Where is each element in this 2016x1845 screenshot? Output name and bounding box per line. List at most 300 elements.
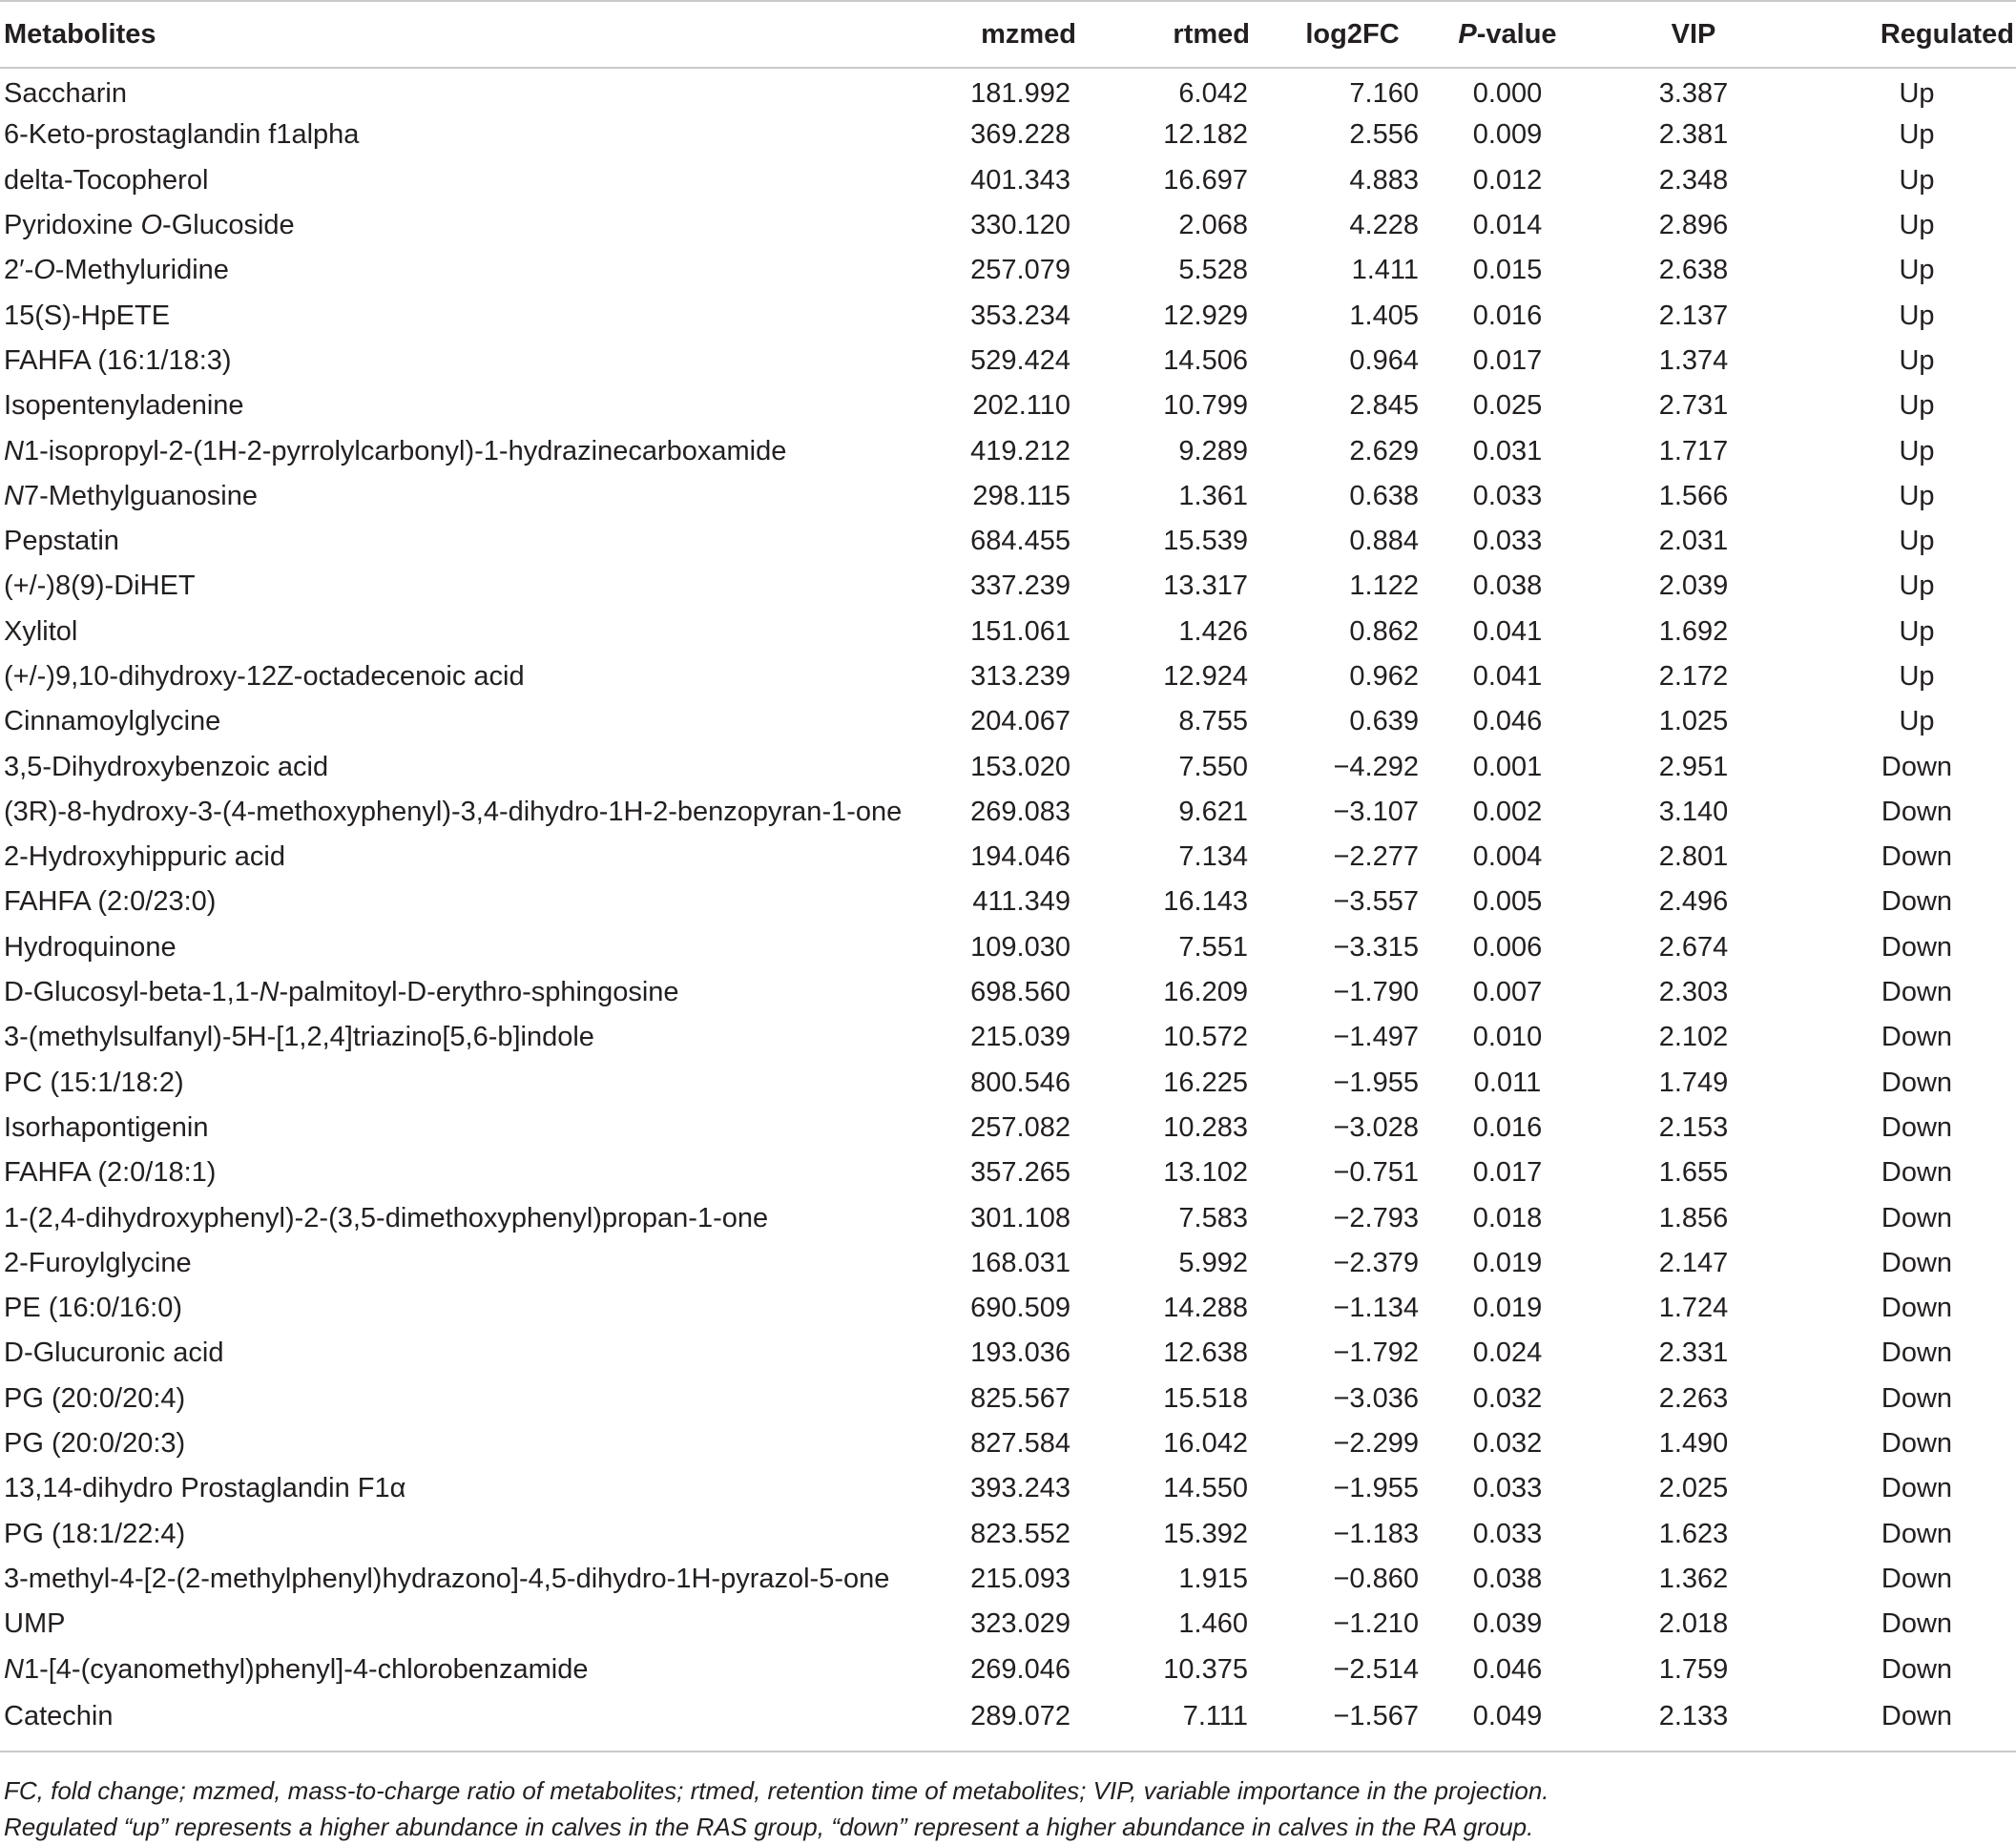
vip-value: 2.031 — [1658, 526, 1729, 557]
table-row — [0, 203, 2016, 248]
table-row — [0, 1286, 2016, 1331]
mzmed-value: 529.424 — [970, 344, 1070, 376]
rtmed-value: 15.392 — [1163, 1518, 1248, 1549]
metabolite-name: Cinnamoylglycine — [4, 706, 221, 737]
regulated-value: Up — [1899, 390, 1935, 422]
rtmed-value: 7.134 — [1178, 841, 1248, 873]
log2fc-value: 2.629 — [1349, 435, 1419, 466]
mzmed-value: 684.455 — [970, 526, 1070, 557]
p-value: 0.019 — [1472, 1293, 1543, 1324]
table-row — [0, 1512, 2016, 1557]
rtmed-value: 15.539 — [1163, 526, 1248, 557]
regulated-value: Down — [1798, 1692, 2016, 1752]
vip-value: 2.303 — [1658, 977, 1729, 1008]
log2fc-value: 0.964 — [1349, 344, 1419, 376]
log2fc-value: −1.792 — [1333, 1337, 1419, 1369]
log2fc-value: −1.497 — [1333, 1022, 1419, 1053]
log2fc-value: 0.639 — [1349, 706, 1419, 737]
regulated-value: Up — [1899, 344, 1935, 376]
regulated-value: Down — [1881, 977, 1953, 1008]
rtmed-value: 14.550 — [1163, 1473, 1248, 1504]
mzmed-value: 323.029 — [970, 1608, 1070, 1640]
rtmed-value: 1.915 — [1178, 1563, 1248, 1594]
metabolite-name: 15(S)-HpETE — [4, 300, 171, 331]
regulated-value: Down — [1881, 1608, 1953, 1640]
footnote-line-1: FC, fold change; mzmed, mass-to-charge ratio of metabolites; rtmed, retention time of metabolites; VIP, variable importance in the projection. — [4, 1776, 1549, 1805]
vip-value: 2.025 — [1658, 1473, 1729, 1504]
mzmed-value: 298.115 — [972, 480, 1070, 511]
log2fc-value: −2.277 — [1333, 841, 1419, 873]
regulated-value: Up — [1899, 706, 1935, 737]
metabolite-name: 13,14-dihydro Prostaglandin F1α — [4, 1473, 406, 1504]
regulated-value: Up — [1899, 435, 1935, 466]
rtmed-value: 2.068 — [1178, 210, 1248, 241]
mzmed-value: 153.020 — [970, 751, 1070, 782]
vip-value: 2.172 — [1658, 661, 1729, 692]
p-value: 0.012 — [1472, 164, 1543, 196]
regulated-value: Down — [1881, 751, 1953, 782]
rtmed-value: 12.929 — [1163, 300, 1248, 331]
rtmed-value: 6.042 — [1178, 77, 1248, 109]
p-value: 0.049 — [1426, 1692, 1589, 1752]
mzmed-value: 313.239 — [970, 661, 1070, 692]
log2fc-value: −1.134 — [1333, 1293, 1419, 1324]
p-value: 0.019 — [1472, 1247, 1543, 1278]
mzmed-value: 202.110 — [972, 390, 1070, 422]
rtmed-value: 10.375 — [1163, 1653, 1248, 1685]
p-value: 0.016 — [1472, 1111, 1543, 1143]
log2fc-value: −1.210 — [1333, 1608, 1419, 1640]
rtmed-value: 12.924 — [1163, 661, 1248, 692]
mzmed-value: 419.212 — [970, 435, 1070, 466]
regulated-value: Down — [1881, 1067, 1953, 1098]
vip-value: 1.655 — [1658, 1157, 1729, 1189]
rtmed-value: 7.551 — [1178, 931, 1248, 963]
metabolite-name: Xylitol — [4, 615, 78, 647]
vip-value: 2.137 — [1658, 300, 1729, 331]
metabolite-name: Isorhapontigenin — [4, 1111, 209, 1143]
vip-value: 1.566 — [1658, 480, 1729, 511]
metabolite-name: Pyridoxine O-Glucoside — [4, 210, 295, 241]
table-row — [0, 1331, 2016, 1376]
log2fc-value: −1.183 — [1333, 1518, 1419, 1549]
table-row — [0, 1557, 2016, 1602]
mzmed-value: 257.079 — [970, 255, 1070, 286]
mzmed-value: 357.265 — [970, 1157, 1070, 1189]
metabolite-name: UMP — [4, 1608, 66, 1640]
log2fc-value: −2.514 — [1333, 1653, 1419, 1685]
p-value: 0.009 — [1472, 119, 1543, 151]
p-value: 0.018 — [1472, 1202, 1543, 1233]
header-rtmed: rtmed — [1078, 1, 1250, 68]
vip-value: 2.381 — [1658, 119, 1729, 151]
rtmed-value: 8.755 — [1178, 706, 1248, 737]
metabolite-name: N7-Methylguanosine — [4, 480, 258, 511]
regulated-value: Up — [1899, 119, 1935, 151]
p-value: 0.039 — [1472, 1608, 1543, 1640]
regulated-value: Up — [1899, 661, 1935, 692]
regulated-value: Down — [1881, 841, 1953, 873]
metabolite-name: Isopentenyladenine — [4, 390, 244, 422]
log2fc-value: −1.955 — [1333, 1473, 1419, 1504]
table-row — [0, 1377, 2016, 1421]
log2fc-value: 0.638 — [1349, 480, 1419, 511]
table-row — [0, 610, 2016, 654]
mzmed-value: 823.552 — [970, 1518, 1070, 1549]
metabolite-name: PG (20:0/20:4) — [4, 1382, 186, 1414]
regulated-value: Up — [1899, 615, 1935, 647]
p-value: 0.041 — [1472, 661, 1543, 692]
p-value: 0.017 — [1472, 344, 1543, 376]
rtmed-value: 10.283 — [1163, 1111, 1248, 1143]
rtmed-value: 16.225 — [1163, 1067, 1248, 1098]
regulated-value: Up — [1899, 480, 1935, 511]
p-value: 0.033 — [1472, 1518, 1543, 1549]
rtmed-value: 10.799 — [1163, 390, 1248, 422]
p-value: 0.000 — [1472, 77, 1543, 109]
rtmed-value: 5.528 — [1178, 255, 1248, 286]
table-row — [0, 474, 2016, 519]
metabolite-name: (+/-)8(9)-DiHET — [4, 570, 196, 602]
metabolite-name: Pepstatin — [4, 526, 119, 557]
regulated-value: Down — [1881, 796, 1953, 827]
header-metabolites: Metabolites — [0, 1, 916, 68]
mzmed-value: 401.343 — [970, 164, 1070, 196]
mzmed-value: 204.067 — [970, 706, 1070, 737]
table-row — [0, 654, 2016, 699]
regulated-value: Up — [1899, 164, 1935, 196]
table-row — [0, 248, 2016, 293]
p-value: 0.033 — [1472, 526, 1543, 557]
table-row — [0, 1466, 2016, 1511]
rtmed-value: 7.111 — [1078, 1692, 1250, 1752]
rtmed-value: 16.143 — [1163, 886, 1248, 918]
vip-value: 2.018 — [1658, 1608, 1729, 1640]
mzmed-value: 800.546 — [970, 1067, 1070, 1098]
p-value: 0.024 — [1472, 1337, 1543, 1369]
log2fc-value: −2.379 — [1333, 1247, 1419, 1278]
mzmed-value: 289.072 — [916, 1692, 1078, 1752]
table-row — [0, 1015, 2016, 1060]
mzmed-value: 181.992 — [970, 77, 1070, 109]
mzmed-value: 827.584 — [970, 1428, 1070, 1460]
metabolite-name: (3R)-8-hydroxy-3-(4-methoxyphenyl)-3,4-dihydro-1H-2-benzopyran-1-one — [4, 796, 903, 827]
regulated-value: Down — [1881, 931, 1953, 963]
vip-value: 1.692 — [1658, 615, 1729, 647]
rtmed-value: 16.209 — [1163, 977, 1248, 1008]
p-value: 0.033 — [1472, 480, 1543, 511]
vip-value: 1.374 — [1658, 344, 1729, 376]
vip-value: 1.362 — [1658, 1563, 1729, 1594]
rtmed-value: 1.361 — [1178, 480, 1248, 511]
metabolite-name: 2-Hydroxyhippuric acid — [4, 841, 285, 873]
regulated-value: Down — [1881, 886, 1953, 918]
regulated-value: Down — [1881, 1428, 1953, 1460]
vip-value: 2.348 — [1658, 164, 1729, 196]
metabolite-name: 3-methyl-4-[2-(2-methylphenyl)hydrazono]-4,5-dihydro-1H-pyrazol-5-one — [4, 1563, 890, 1594]
vip-value: 1.856 — [1658, 1202, 1729, 1233]
log2fc-value: −3.028 — [1333, 1111, 1419, 1143]
mzmed-value: 825.567 — [970, 1382, 1070, 1414]
rtmed-value: 7.583 — [1178, 1202, 1248, 1233]
mzmed-value: 369.228 — [970, 119, 1070, 151]
mzmed-value: 168.031 — [970, 1247, 1070, 1278]
vip-value: 2.896 — [1658, 210, 1729, 241]
regulated-value: Up — [1899, 526, 1935, 557]
regulated-value: Down — [1881, 1247, 1953, 1278]
p-value: 0.002 — [1472, 796, 1543, 827]
mzmed-value: 109.030 — [970, 931, 1070, 963]
vip-value: 3.387 — [1658, 77, 1729, 109]
log2fc-value: −2.299 — [1333, 1428, 1419, 1460]
table-row — [0, 564, 2016, 609]
footnote-line-2: Regulated “up” represents a higher abundance in calves in the RAS group, “down” represent a higher abundance in calves in the RA group. — [4, 1813, 1534, 1841]
regulated-value: Down — [1881, 1157, 1953, 1189]
table-row — [0, 384, 2016, 428]
table-row — [0, 158, 2016, 203]
mzmed-value: 193.036 — [970, 1337, 1070, 1369]
regulated-value: Down — [1881, 1111, 1953, 1143]
vip-value: 2.496 — [1658, 886, 1729, 918]
mzmed-value: 215.093 — [970, 1563, 1070, 1594]
p-value: 0.011 — [1473, 1067, 1542, 1098]
rtmed-value: 13.102 — [1163, 1157, 1248, 1189]
p-value: 0.015 — [1472, 255, 1543, 286]
p-value: 0.032 — [1472, 1428, 1543, 1460]
metabolite-name: N1-[4-(cyanomethyl)phenyl]-4-chlorobenzamide — [4, 1653, 589, 1685]
rtmed-value: 13.317 — [1163, 570, 1248, 602]
vip-value: 2.731 — [1658, 390, 1729, 422]
regulated-value: Down — [1881, 1518, 1953, 1549]
log2fc-value: −0.860 — [1333, 1563, 1419, 1594]
p-value: 0.004 — [1472, 841, 1543, 873]
metabolite-name: PG (20:0/20:3) — [4, 1428, 186, 1460]
log2fc-value: 0.884 — [1349, 526, 1419, 557]
metabolite-name: FAHFA (16:1/18:3) — [4, 344, 232, 376]
p-value: 0.010 — [1472, 1022, 1543, 1053]
regulated-value: Down — [1881, 1293, 1953, 1324]
regulated-value: Up — [1899, 255, 1935, 286]
vip-value: 2.102 — [1658, 1022, 1729, 1053]
log2fc-value: −2.793 — [1333, 1202, 1419, 1233]
table-row — [0, 880, 2016, 924]
p-value: 0.041 — [1472, 615, 1543, 647]
mzmed-value: 215.039 — [970, 1022, 1070, 1053]
table-row — [0, 699, 2016, 744]
log2fc-value: 7.160 — [1349, 77, 1419, 109]
table-row — [0, 1602, 2016, 1647]
log2fc-value: 4.228 — [1349, 210, 1419, 241]
metabolite-name: N1-isopropyl-2-(1H-2-pyrrolylcarbonyl)-1-hydrazinecarboxamide — [4, 435, 787, 466]
vip-value: 2.331 — [1658, 1337, 1729, 1369]
vip-value: 2.674 — [1658, 931, 1729, 963]
vip-value: 2.153 — [1658, 1111, 1729, 1143]
metabolite-name: D-Glucosyl-beta-1,1-N-palmitoyl-D-erythro-sphingosine — [4, 977, 679, 1008]
log2fc-value: −0.751 — [1333, 1157, 1419, 1189]
vip-value: 2.133 — [1589, 1692, 1798, 1752]
vip-value: 1.490 — [1658, 1428, 1729, 1460]
vip-value: 1.623 — [1658, 1518, 1729, 1549]
mzmed-value: 698.560 — [970, 977, 1070, 1008]
table-row — [0, 68, 2016, 113]
table-row — [0, 1692, 2016, 1752]
mzmed-value: 690.509 — [970, 1293, 1070, 1324]
table-body — [0, 68, 2016, 1752]
log2fc-value: 0.962 — [1349, 661, 1419, 692]
table-row — [0, 835, 2016, 880]
table-row — [0, 970, 2016, 1015]
header-vip: VIP — [1589, 1, 1798, 68]
table-row — [0, 1151, 2016, 1195]
log2fc-value: −3.036 — [1333, 1382, 1419, 1414]
table-row — [0, 1421, 2016, 1466]
p-value: 0.046 — [1472, 706, 1543, 737]
rtmed-value: 9.289 — [1178, 435, 1248, 466]
table-row — [0, 1647, 2016, 1691]
vip-value: 2.147 — [1658, 1247, 1729, 1278]
rtmed-value: 9.621 — [1178, 796, 1248, 827]
p-value: 0.046 — [1472, 1653, 1543, 1685]
metabolite-name: 2′-O-Methyluridine — [4, 255, 229, 286]
log2fc-value: 4.883 — [1349, 164, 1419, 196]
log2fc-value: 1.411 — [1351, 255, 1419, 286]
table-row — [0, 428, 2016, 473]
rtmed-value: 10.572 — [1163, 1022, 1248, 1053]
rtmed-value: 15.518 — [1163, 1382, 1248, 1414]
regulated-value: Down — [1881, 1202, 1953, 1233]
p-value: 0.005 — [1472, 886, 1543, 918]
table-row — [0, 1241, 2016, 1286]
rtmed-value: 7.550 — [1178, 751, 1248, 782]
mzmed-value: 257.082 — [970, 1111, 1070, 1143]
table-row — [0, 744, 2016, 789]
metabolite-name: 3,5-Dihydroxybenzoic acid — [4, 751, 329, 782]
vip-value: 1.749 — [1658, 1067, 1729, 1098]
regulated-value: Down — [1881, 1473, 1953, 1504]
metabolite-name: 6-Keto-prostaglandin f1alpha — [4, 119, 360, 151]
vip-value: 3.140 — [1658, 796, 1729, 827]
metabolite-name: delta-Tocopherol — [4, 164, 209, 196]
header-log2fc: log2FC — [1250, 1, 1426, 68]
vip-value: 1.724 — [1658, 1293, 1729, 1324]
p-value: 0.032 — [1472, 1382, 1543, 1414]
table-row — [0, 790, 2016, 835]
p-value: 0.033 — [1472, 1473, 1543, 1504]
vip-value: 2.951 — [1658, 751, 1729, 782]
rtmed-value: 14.506 — [1163, 344, 1248, 376]
metabolite-name: FAHFA (2:0/18:1) — [4, 1157, 217, 1189]
log2fc-value: −1.955 — [1333, 1067, 1419, 1098]
mzmed-value: 269.083 — [970, 796, 1070, 827]
vip-value: 2.801 — [1658, 841, 1729, 873]
p-value: 0.017 — [1472, 1157, 1543, 1189]
table-row — [0, 339, 2016, 384]
metabolite-name: (+/-)9,10-dihydroxy-12Z-octadecenoic acid — [4, 661, 525, 692]
regulated-value: Down — [1881, 1337, 1953, 1369]
table-row — [0, 519, 2016, 564]
mzmed-value: 411.349 — [972, 886, 1070, 918]
regulated-value: Down — [1881, 1653, 1953, 1685]
mzmed-value: 194.046 — [970, 841, 1070, 873]
p-value: 0.006 — [1472, 931, 1543, 963]
regulated-value: Down — [1881, 1563, 1953, 1594]
mzmed-value: 337.239 — [970, 570, 1070, 602]
metabolite-name: 2-Furoylglycine — [4, 1247, 192, 1278]
metabolite-name: PE (16:0/16:0) — [4, 1293, 182, 1324]
rtmed-value: 12.638 — [1163, 1337, 1248, 1369]
regulated-value: Down — [1881, 1022, 1953, 1053]
p-value: 0.038 — [1472, 1563, 1543, 1594]
table-row — [0, 925, 2016, 970]
log2fc-value: −1.567 — [1250, 1692, 1426, 1752]
regulated-value: Down — [1881, 1382, 1953, 1414]
metabolite-name: PC (15:1/18:2) — [4, 1067, 184, 1098]
vip-value: 2.638 — [1658, 255, 1729, 286]
metabolite-name: Catechin — [0, 1692, 916, 1752]
metabolite-name: PG (18:1/22:4) — [4, 1518, 186, 1549]
rtmed-value: 16.042 — [1163, 1428, 1248, 1460]
log2fc-value: 2.556 — [1349, 119, 1419, 151]
mzmed-value: 269.046 — [970, 1653, 1070, 1685]
log2fc-value: 1.405 — [1349, 300, 1419, 331]
metabolite-name: 1-(2,4-dihydroxyphenyl)-2-(3,5-dimethoxyphenyl)propan-1-one — [4, 1202, 769, 1233]
mzmed-value: 393.243 — [970, 1473, 1070, 1504]
p-value: 0.007 — [1472, 977, 1543, 1008]
p-value: 0.031 — [1472, 435, 1543, 466]
p-value: 0.016 — [1472, 300, 1543, 331]
p-value: 0.014 — [1472, 210, 1543, 241]
log2fc-value: −1.790 — [1333, 977, 1419, 1008]
mzmed-value: 353.234 — [970, 300, 1070, 331]
metabolite-name: FAHFA (2:0/23:0) — [4, 886, 217, 918]
metabolite-name: D-Glucuronic acid — [4, 1337, 224, 1369]
log2fc-value: −4.292 — [1333, 751, 1419, 782]
table-header-row — [0, 1, 2016, 68]
vip-value: 2.263 — [1658, 1382, 1729, 1414]
rtmed-value: 12.182 — [1163, 119, 1248, 151]
table-row — [0, 293, 2016, 338]
regulated-value: Up — [1899, 570, 1935, 602]
table-row — [0, 1195, 2016, 1240]
log2fc-value: −3.557 — [1333, 886, 1419, 918]
header-mzmed: mzmed — [916, 1, 1078, 68]
vip-value: 1.025 — [1658, 706, 1729, 737]
log2fc-value: −3.315 — [1333, 931, 1419, 963]
rtmed-value: 5.992 — [1178, 1247, 1248, 1278]
mzmed-value: 330.120 — [970, 210, 1070, 241]
regulated-value: Up — [1899, 210, 1935, 241]
table-row — [0, 1061, 2016, 1106]
p-value: 0.001 — [1472, 751, 1543, 782]
table-row — [0, 1106, 2016, 1151]
log2fc-value: 2.845 — [1349, 390, 1419, 422]
vip-value: 1.717 — [1658, 435, 1729, 466]
log2fc-value: 0.862 — [1349, 615, 1419, 647]
mzmed-value: 151.061 — [970, 615, 1070, 647]
metabolite-name: Saccharin — [4, 77, 127, 109]
rtmed-value: 14.288 — [1163, 1293, 1248, 1324]
rtmed-value: 1.460 — [1178, 1608, 1248, 1640]
regulated-value: Up — [1899, 77, 1935, 109]
table-footnote — [4, 1772, 1549, 1845]
p-value: 0.038 — [1472, 570, 1543, 602]
mzmed-value: 301.108 — [970, 1202, 1070, 1233]
vip-value: 2.039 — [1658, 570, 1729, 602]
vip-value: 1.759 — [1658, 1653, 1729, 1685]
log2fc-value: −3.107 — [1333, 796, 1419, 827]
table-row — [0, 113, 2016, 157]
header-regulated: Regulated — [1798, 1, 2016, 68]
